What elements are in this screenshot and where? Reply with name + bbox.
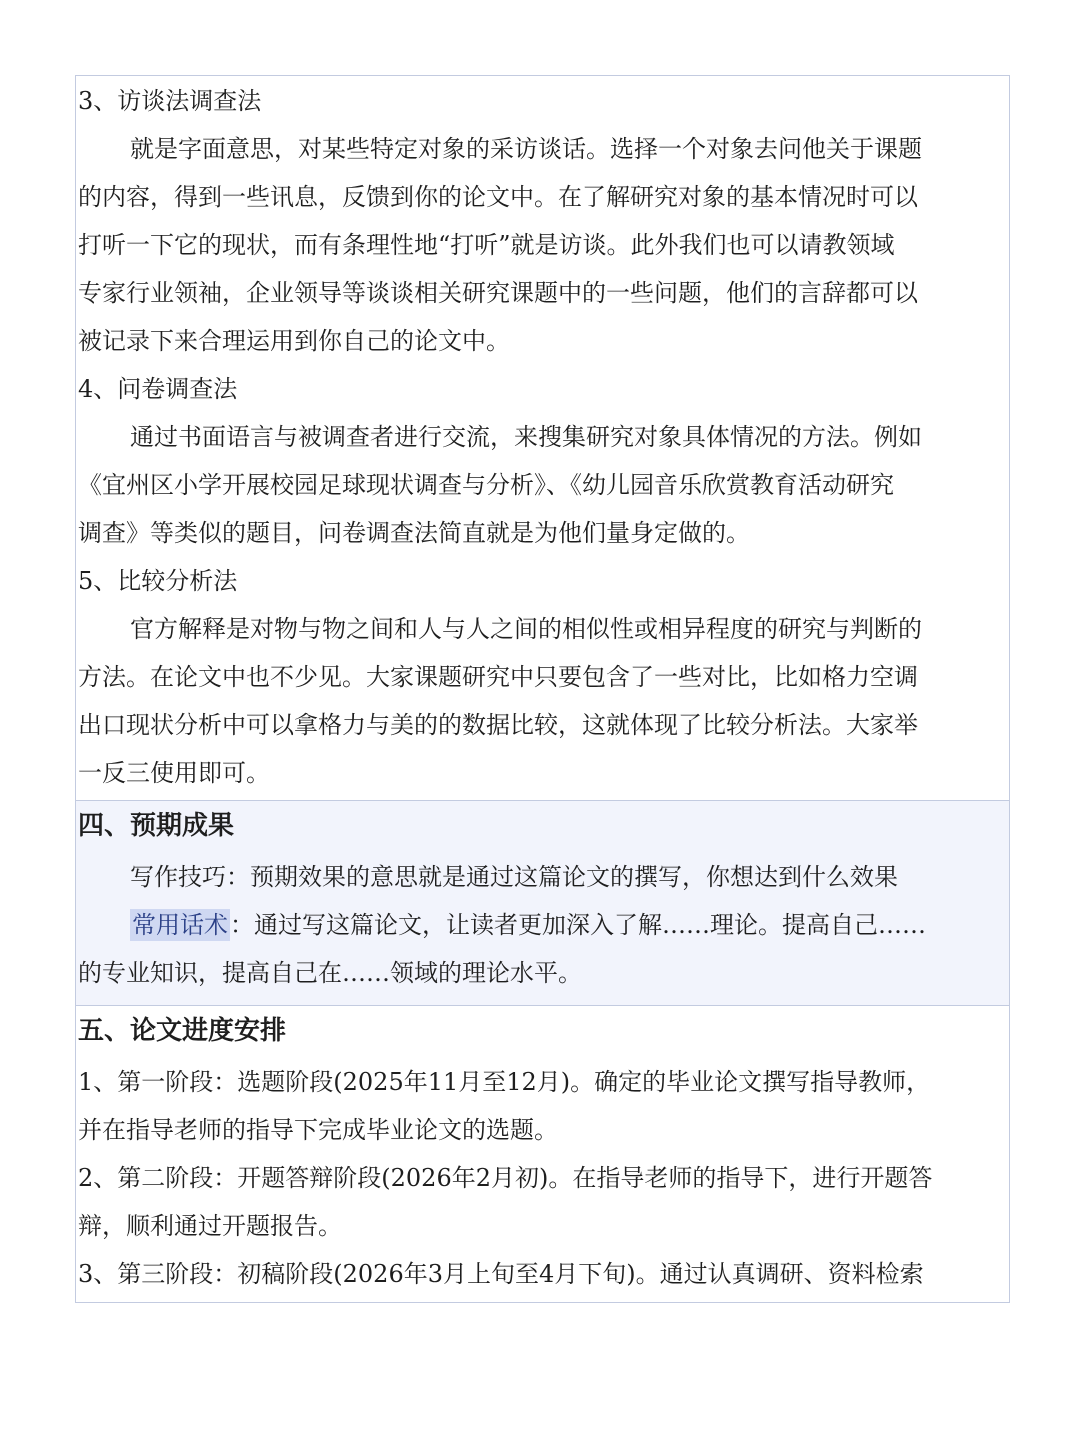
paragraph-line: 通过书面语言与被调查者进行交流，来搜集研究对象具体情况的方法。例如 [130, 423, 922, 451]
document-page [75, 75, 1010, 1303]
expected-results-section [76, 801, 1009, 1006]
schedule-line: 辩，顺利通过开题报告。 [78, 1212, 342, 1240]
paragraph-line: 就是字面意思，对某些特定对象的采访谈话。选择一个对象去问他关于课题 [130, 135, 922, 163]
paragraph-line: 的专业知识，提高自己在……领域的理论水平。 [78, 959, 582, 987]
item-4-title: 4、问卷调查法 [78, 375, 238, 403]
paragraph-line: 方法。在论文中也不少见。大家课题研究中只要包含了一些对比，比如格力空调 [78, 663, 918, 691]
schedule-line: 并在指导老师的指导下完成毕业论文的选题。 [78, 1116, 558, 1144]
section-heading: 四、预期成果 [78, 811, 235, 841]
phrase-text: ：通过写这篇论文，让读者更加深入了解……理论。提高自己…… [230, 911, 926, 939]
section-heading: 五、论文进度安排 [78, 1016, 287, 1046]
research-methods-section [76, 76, 1009, 801]
paragraph-line: 被记录下来合理运用到你自己的论文中。 [78, 327, 510, 355]
schedule-line: 3、第三阶段：初稿阶段(2026年3月上旬至4月下旬)。通过认真调研、资料检索 [78, 1260, 924, 1288]
paragraph-line: 出口现状分析中可以拿格力与美的的数据比较，这就体现了比较分析法。大家举 [78, 711, 918, 739]
paragraph-line: 一反三使用即可。 [78, 759, 270, 787]
schedule-line: 1、第一阶段：选题阶段(2025年11月至12月)。确定的毕业论文撰写指导教师， [78, 1068, 931, 1096]
highlighted-label[interactable]: 常用话术 [132, 911, 228, 939]
item-5-title: 5、比较分析法 [78, 567, 238, 595]
writing-tip: 写作技巧：预期效果的意思就是通过这篇论文的撰写，你想达到什么效果 [130, 863, 898, 891]
item-3-title: 3、访谈法调查法 [78, 87, 262, 115]
paragraph-line: 官方解释是对物与物之间和人与人之间的相似性或相异程度的研究与判断的 [130, 615, 922, 643]
paragraph-line: 打听一下它的现状，而有条理性地“打听”就是访谈。此外我们也可以请教领域 [78, 231, 895, 259]
common-phrase-line [76, 901, 1009, 949]
schedule-section [76, 1006, 1009, 1298]
paragraph-line: 的内容，得到一些讯息，反馈到你的论文中。在了解研究对象的基本情况时可以 [78, 183, 918, 211]
schedule-line: 2、第二阶段：开题答辩阶段(2026年2月初)。在指导老师的指导下，进行开题答 [78, 1164, 933, 1192]
paragraph-line: 调查》等类似的题目，问卷调查法简直就是为他们量身定做的。 [78, 519, 750, 547]
paragraph-line: 《宜州区小学开展校园足球现状调查与分析》、《幼儿园音乐欣赏教育活动研究 [78, 471, 894, 499]
paragraph-line: 专家行业领袖，企业领导等谈谈相关研究课题中的一些问题，他们的言辞都可以 [78, 279, 918, 307]
